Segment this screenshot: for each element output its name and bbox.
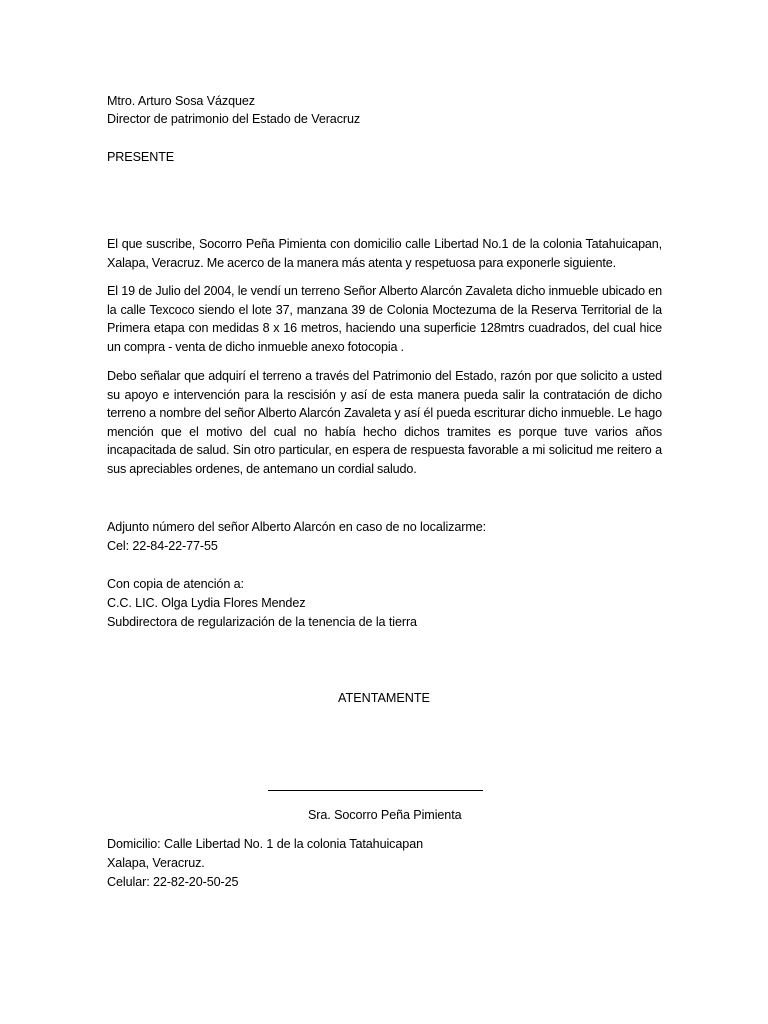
recipient-title: Director de patrimonio del Estado de Veracruz xyxy=(107,112,361,126)
sender-city: Xalapa, Veracruz. xyxy=(107,856,205,870)
body-paragraph-3: Debo señalar que adquirí el terreno a través del Patrimonio del Estado, razón por que solicito a usted su apoyo e intervención para la rescisión y así de esta manera pueda salir la contratación de dicho terreno a nombre del señor Alberto Alarcón Zavaleta y así él pueda escriturar dicho inmueble. Le hago mención que el motivo del cual no había hecho dichos tramites es porque tuve varios años incapacitada de salud. Sin otro particular, en espera de respuesta favorable a mi solicitud me reitero a sus apreciables ordenes, de antemano un cordial saludo. xyxy=(107,369,662,476)
salutation: PRESENTE xyxy=(107,150,175,164)
recipient-name: Mtro. Arturo Sosa Vázquez xyxy=(107,94,255,108)
body-paragraph-2: El 19 de Julio del 2004, le vendí un terreno Señor Alberto Alarcón Zavaleta dicho inmueble ubicado en la calle Texcoco siendo el lote 37, manzana 39 de Colonia Moctezuma de la Reserva Territorial de la Primera etapa con medidas 8 x 16 metros, haciendo una superficie 128mtrs cuadrados, del cual hice un compra - venta de dicho inmueble anexo fotocopia . xyxy=(107,284,662,354)
sender-phone: Celular: 22-82-20-50-25 xyxy=(107,875,239,889)
signature-line xyxy=(268,790,483,791)
signature-line-mark xyxy=(323,790,423,791)
body-paragraph-1: El que suscribe, Socorro Peña Pimienta con domicilio calle Libertad No.1 de la colonia Tatahuicapan, Xalapa, Veracruz. Me acerco de la manera más atenta y respetuosa para exponerle siguiente. xyxy=(107,237,662,270)
attachment-phone: Cel: 22-84-22-77-55 xyxy=(107,539,218,553)
closing-atentamente: ATENTAMENTE xyxy=(338,691,430,705)
signer-name: Sra. Socorro Peña Pimienta xyxy=(308,808,462,822)
attachment-note: Adjunto número del señor Alberto Alarcón en caso de no localizarme: xyxy=(107,520,487,534)
copy-recipient-title: Subdirectora de regularización de la tenencia de la tierra xyxy=(107,615,417,629)
sender-address: Domicilio: Calle Libertad No. 1 de la colonia Tatahuicapan xyxy=(107,837,423,851)
copy-recipient: C.C. LIC. Olga Lydia Flores Mendez xyxy=(107,596,306,610)
copy-heading: Con copia de atención a: xyxy=(107,577,244,591)
